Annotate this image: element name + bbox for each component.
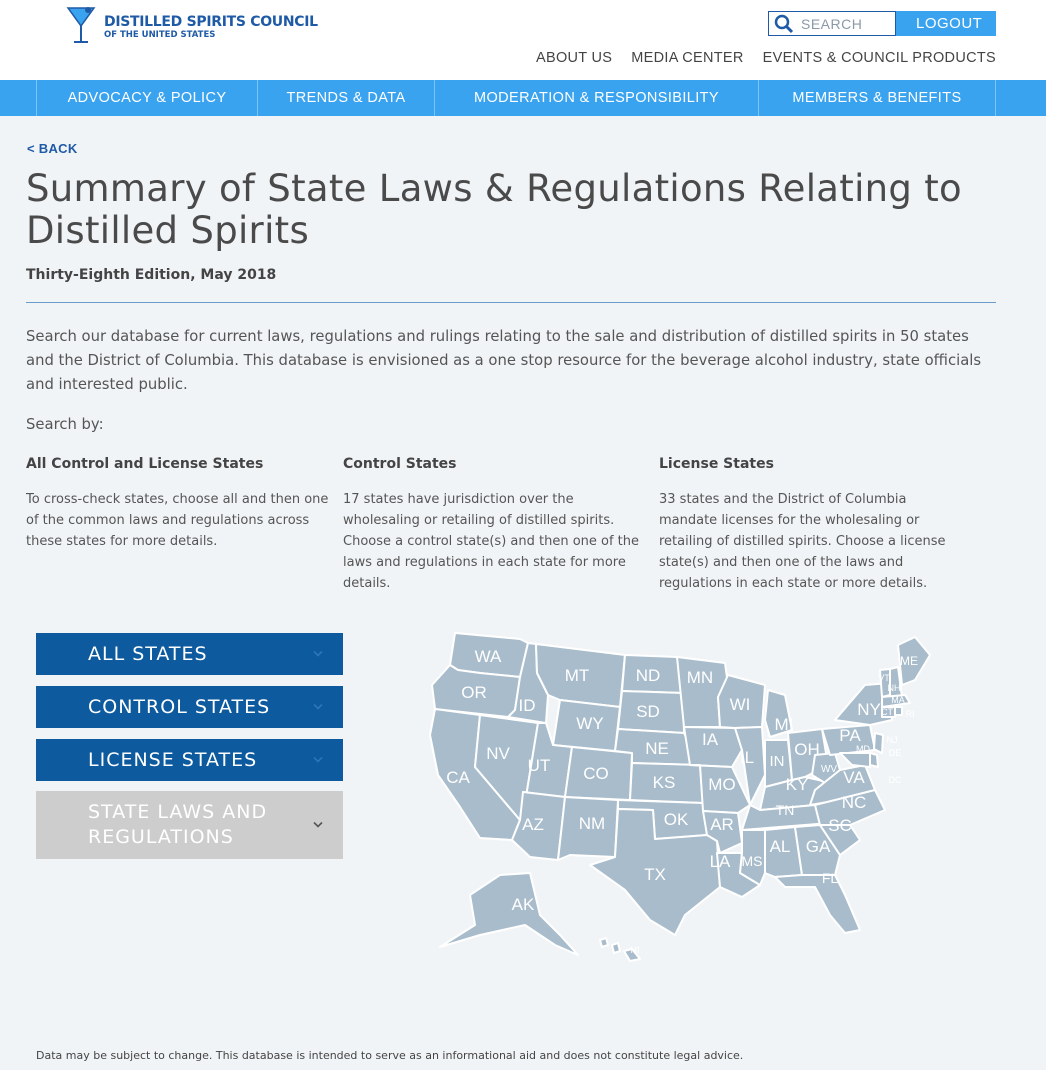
state-label: NH [887, 683, 901, 693]
state-de[interactable] [870, 753, 878, 767]
column-title: Control States [343, 456, 457, 472]
all-states-dropdown[interactable] [36, 633, 343, 675]
state-label: IL [739, 748, 755, 767]
intro-text: Search our database for current laws, regulations and rulings relating to the sale and distribution of distilled spirits in 50 states and the District of Columbia. This database is envisioned as a one stop resource for the beverage alcohol industry, state officials and interested public. [26, 328, 982, 393]
search-icon[interactable] [773, 14, 795, 34]
chevron-down-icon [313, 651, 323, 658]
state-label: OH [794, 740, 820, 759]
chevron-down-icon [313, 704, 323, 711]
state-label: CA [446, 768, 470, 787]
state-label: KY [785, 775, 809, 794]
state-label: IA [701, 730, 719, 749]
state-label: MN [686, 668, 714, 687]
state-laws-dropdown[interactable] [36, 791, 343, 859]
state-label: OK [663, 810, 689, 829]
state-label: MA [891, 695, 905, 705]
logout-button[interactable]: LOGOUT [896, 11, 996, 36]
state-label: KS [652, 773, 676, 792]
state-label: GA [805, 837, 831, 856]
search-box [768, 11, 896, 36]
state-label: ME [900, 654, 918, 668]
state-label: MS [741, 853, 763, 869]
state-label: NY [857, 700, 881, 719]
edition-subtitle: Thirty-Eighth Edition, May 2018 [26, 267, 277, 283]
nav-events-council-products[interactable]: EVENTS & COUNCIL PRODUCTS [762, 50, 996, 66]
state-label: VA [843, 768, 865, 787]
dropdown-label: CONTROL STATES [88, 696, 271, 718]
column-all-states [26, 456, 331, 552]
martini-glass-icon [66, 4, 98, 46]
search-input[interactable] [801, 15, 893, 33]
logo-line1: DISTILLED SPIRITS COUNCIL [104, 14, 318, 30]
site-logo[interactable] [66, 4, 316, 48]
state-label: WV [820, 764, 838, 775]
divider [26, 302, 996, 303]
logo-line2: OF THE UNITED STATES [104, 30, 216, 40]
state-label: WY [576, 714, 604, 733]
state-label: NE [645, 739, 669, 758]
nav-advocacy-policy[interactable]: ADVOCACY & POLICY [36, 80, 257, 116]
state-label: NC [841, 793, 867, 812]
state-label: FL [821, 870, 839, 886]
state-label: HI [630, 945, 640, 955]
state-label: IN [769, 753, 785, 770]
state-label: ID [518, 696, 536, 715]
state-nj[interactable] [874, 733, 883, 753]
state-label: NM [578, 814, 606, 833]
page-title: Summary of State Laws & Regulations Relating to Distilled Spirits [26, 167, 962, 252]
state-label: MT [564, 666, 590, 685]
site-header [0, 0, 1046, 80]
column-title: License States [659, 456, 774, 472]
column-text: To cross-check states, choose all and then one of the common laws and regulations across these states for more details. [26, 492, 329, 549]
dropdown-label: LICENSE STATES [88, 749, 258, 771]
state-label: AL [769, 837, 791, 856]
state-label: UT [527, 756, 551, 775]
main-nav [0, 80, 1046, 116]
state-label: NJ [886, 735, 898, 745]
state-label: SD [636, 702, 660, 721]
disclaimer-text: Data may be subject to change. This database is intended to serve as an informational aid and does not constitute legal advice. [36, 1049, 744, 1062]
state-label: CT [881, 707, 893, 717]
state-label: WI [729, 695, 751, 714]
nav-moderation-responsibility[interactable]: MODERATION & RESPONSIBILITY [434, 80, 758, 116]
nav-media-center[interactable]: MEDIA CENTER [631, 50, 744, 66]
chevron-down-icon [313, 822, 323, 829]
state-label: DE [888, 748, 902, 758]
state-label: PA [839, 726, 861, 745]
nav-about-us[interactable]: ABOUT US [536, 50, 613, 66]
state-md[interactable] [840, 753, 870, 767]
column-control-states [343, 456, 648, 594]
state-ri[interactable] [895, 707, 902, 715]
state-label: ND [635, 666, 661, 685]
nav-members-benefits[interactable]: MEMBERS & BENEFITS [758, 80, 996, 116]
state-label: SC [828, 816, 852, 835]
state-fl[interactable] [775, 875, 860, 933]
state-label: VT [878, 673, 890, 683]
state-label: OR [461, 683, 487, 702]
state-label: LA [709, 852, 731, 871]
back-link[interactable]: < BACK [27, 141, 78, 156]
column-title: All Control and License States [26, 456, 264, 472]
state-label: AR [710, 815, 734, 834]
state-label: CO [583, 764, 609, 783]
column-text: 17 states have jurisdiction over the wholesaling or retailing of distilled spirits. Choose a control state(s) and then one of the laws and regulations in each state for more details. [343, 492, 640, 591]
state-label: MI [774, 715, 794, 734]
state-label: DC [888, 775, 902, 785]
state-label: AK [511, 895, 535, 914]
dropdown-label: STATE LAWS AND REGULATIONS [88, 801, 268, 848]
state-label: RI [905, 709, 915, 719]
state-label: WA [474, 647, 502, 666]
state-label: TX [644, 865, 666, 884]
search-by-label: Search by: [26, 416, 104, 433]
state-label: TN [775, 802, 795, 818]
chevron-down-icon [313, 757, 323, 764]
control-states-dropdown[interactable] [36, 686, 343, 728]
state-label: MD [856, 744, 870, 754]
column-text: 33 states and the District of Columbia mandate licenses for the wholesaling or retailing of distilled spirits. Choose a license state(s) and then one of the laws and regulations in each state or more details. [659, 492, 946, 591]
column-license-states [659, 456, 964, 594]
state-label: NV [486, 744, 510, 763]
state-label: MO [708, 775, 736, 794]
license-states-dropdown[interactable] [36, 739, 343, 781]
utility-nav [536, 50, 996, 66]
state-ak[interactable] [440, 873, 578, 955]
dropdown-label: ALL STATES [88, 643, 208, 665]
nav-trends-data[interactable]: TRENDS & DATA [257, 80, 434, 116]
state-label: AZ [522, 815, 544, 834]
us-states-map [420, 625, 940, 970]
